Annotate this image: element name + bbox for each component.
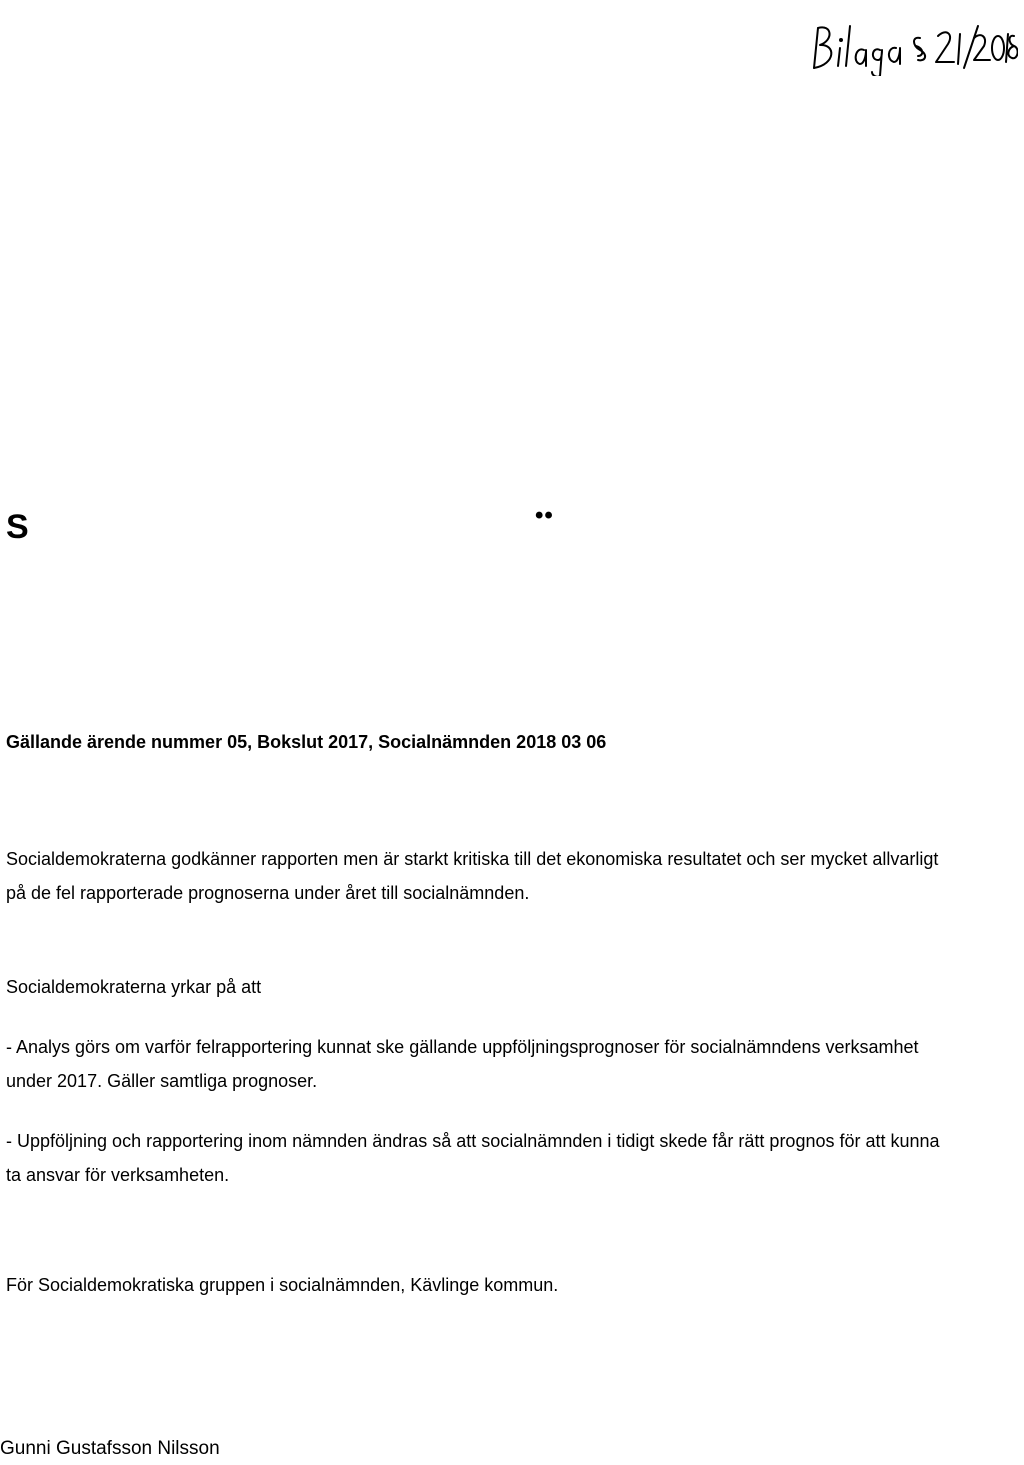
stray-letter-s: S	[6, 508, 29, 546]
stray-umlaut-dots: ••	[535, 502, 554, 529]
paragraph-demand-reporting: - Uppföljning och rapportering inom nämnden ändras så att socialnämnden i tidigt skede får rätt prognos för att kunna ta ansvar för verksamheten.	[6, 1131, 940, 1185]
paragraph-motion-intro: Socialdemokraterna yrkar på att	[6, 977, 262, 997]
paragraph-group-signoff: För Socialdemokratiska gruppen i socialnämnden, Kävlinge kommun.	[6, 1275, 559, 1295]
paragraph-approval-statement: Socialdemokraterna godkänner rapporten men är starkt kritiska till det ekonomiska resultatet och ser mycket allvarligt på de fel rapporterade prognoserna under året till socialnämnden.	[6, 849, 939, 903]
handwritten-annotation	[808, 18, 1018, 76]
document-heading: Gällande ärende nummer 05, Bokslut 2017, Socialnämnden 2018 03 06	[6, 732, 607, 752]
signatory-name: Gunni Gustafsson Nilsson	[0, 1438, 220, 1459]
paragraph-demand-analysis: - Analys görs om varför felrapportering kunnat ske gällande uppföljningsprognoser för socialnämndens verksamhet under 2017. Gäller samtliga prognoser.	[6, 1037, 919, 1091]
